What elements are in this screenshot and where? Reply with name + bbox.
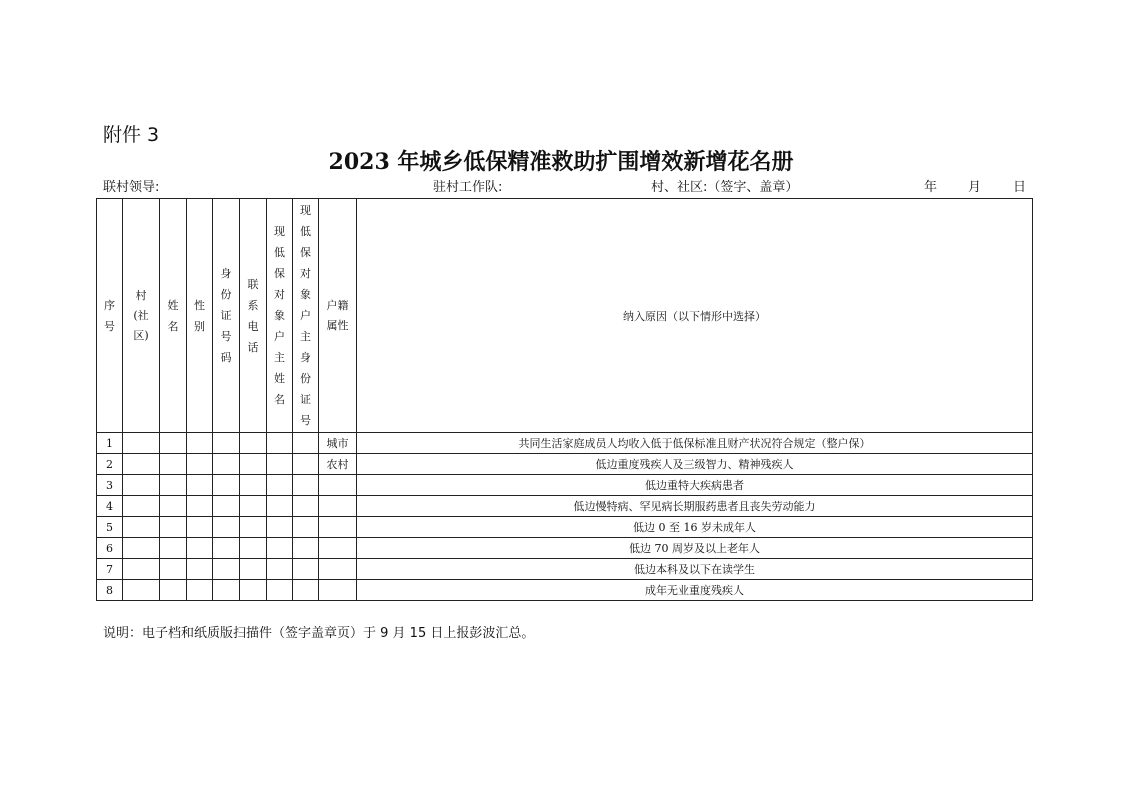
- header-household: 户籍属性: [319, 199, 357, 433]
- row-head-id: [293, 580, 319, 601]
- row-phone: [240, 538, 267, 559]
- row-name: [160, 559, 187, 580]
- row-head-id: [293, 538, 319, 559]
- table-row: [97, 517, 1033, 538]
- row-gender: [187, 433, 213, 454]
- row-seq: 2: [97, 454, 123, 475]
- row-head-id: [293, 496, 319, 517]
- row-head-name: [267, 538, 293, 559]
- row-village: [123, 559, 160, 580]
- row-gender: [187, 559, 213, 580]
- row-household: [319, 559, 357, 580]
- row-reason: 成年无业重度残疾人: [357, 580, 1033, 601]
- row-head-id: [293, 517, 319, 538]
- row-seq: 6: [97, 538, 123, 559]
- row-phone: [240, 454, 267, 475]
- row-village: [123, 475, 160, 496]
- row-village: [123, 454, 160, 475]
- row-reason: 低边 70 周岁及以上老年人: [357, 538, 1033, 559]
- day-label: 日: [1013, 180, 1027, 195]
- table-row: [97, 475, 1033, 496]
- row-name: [160, 580, 187, 601]
- row-gender: [187, 580, 213, 601]
- row-gender: [187, 517, 213, 538]
- work-team-label: 驻村工作队:: [433, 180, 503, 195]
- month-label: 月: [968, 180, 982, 195]
- row-head-id: [293, 559, 319, 580]
- row-head-name: [267, 433, 293, 454]
- table-row: [97, 496, 1033, 517]
- row-gender: [187, 538, 213, 559]
- row-household: [319, 538, 357, 559]
- row-phone: [240, 517, 267, 538]
- row-name: [160, 433, 187, 454]
- header-head-id: 现低保对象户主身份证号: [293, 199, 319, 433]
- table-row: [97, 559, 1033, 580]
- row-head-id: [293, 433, 319, 454]
- row-name: [160, 475, 187, 496]
- row-village: [123, 496, 160, 517]
- row-household: 城市: [319, 433, 357, 454]
- header-reason: 纳入原因（以下情形中选择）: [357, 199, 1033, 433]
- row-reason: 低边慢特病、罕见病长期服药患者且丧失劳动能力: [357, 496, 1033, 517]
- row-head-name: [267, 454, 293, 475]
- row-seq: 8: [97, 580, 123, 601]
- row-seq: 4: [97, 496, 123, 517]
- row-household: [319, 496, 357, 517]
- row-name: [160, 496, 187, 517]
- row-village: [123, 580, 160, 601]
- header-id-number: 身份证号码: [213, 199, 240, 433]
- roster-table: [96, 198, 1033, 601]
- row-seq: 7: [97, 559, 123, 580]
- row-village: [123, 538, 160, 559]
- table-row: [97, 454, 1033, 475]
- row-id-number: [213, 538, 240, 559]
- row-head-name: [267, 475, 293, 496]
- table-row: [97, 433, 1033, 454]
- row-head-name: [267, 580, 293, 601]
- row-id-number: [213, 559, 240, 580]
- table-row: [97, 580, 1033, 601]
- row-phone: [240, 475, 267, 496]
- attachment-label: 附件 3: [103, 124, 160, 146]
- row-phone: [240, 559, 267, 580]
- row-head-id: [293, 475, 319, 496]
- row-seq: 5: [97, 517, 123, 538]
- row-name: [160, 538, 187, 559]
- row-reason: 低边重度残疾人及三级智力、精神残疾人: [357, 454, 1033, 475]
- row-reason: 低边重特大疾病患者: [357, 475, 1033, 496]
- row-id-number: [213, 496, 240, 517]
- row-household: [319, 580, 357, 601]
- leader-label: 联村领导:: [103, 180, 160, 195]
- row-reason: 低边本科及以下在读学生: [357, 559, 1033, 580]
- row-phone: [240, 433, 267, 454]
- row-gender: [187, 454, 213, 475]
- document-title: 2023 年城乡低保精准救助扩围增效新增花名册: [328, 149, 794, 175]
- row-household: 农村: [319, 454, 357, 475]
- row-head-id: [293, 454, 319, 475]
- row-name: [160, 517, 187, 538]
- row-household: [319, 517, 357, 538]
- year-label: 年: [924, 180, 938, 195]
- row-name: [160, 454, 187, 475]
- row-gender: [187, 496, 213, 517]
- row-phone: [240, 496, 267, 517]
- row-id-number: [213, 580, 240, 601]
- row-gender: [187, 475, 213, 496]
- table-row: [97, 538, 1033, 559]
- row-household: [319, 475, 357, 496]
- village-sign-label: 村、社区:（签字、盖章）: [651, 180, 799, 195]
- header-head-name: 现低保对象户主姓名: [267, 199, 293, 433]
- header-phone: 联系电话: [240, 199, 267, 433]
- row-head-name: [267, 496, 293, 517]
- row-village: [123, 517, 160, 538]
- header-gender: 性别: [187, 199, 213, 433]
- row-reason: 共同生活家庭成员人均收入低于低保标准且财产状况符合规定（整户保）: [357, 433, 1033, 454]
- row-id-number: [213, 454, 240, 475]
- footnote: 说明：电子档和纸质版扫描件（签字盖章页）于 9 月 15 日上报彭波汇总。: [103, 626, 535, 641]
- row-seq: 1: [97, 433, 123, 454]
- row-id-number: [213, 475, 240, 496]
- header-name: 姓名: [160, 199, 187, 433]
- header-village: 村(社区): [123, 199, 160, 433]
- row-head-name: [267, 517, 293, 538]
- row-head-name: [267, 559, 293, 580]
- header-row: [97, 199, 1033, 433]
- row-reason: 低边 0 至 16 岁未成年人: [357, 517, 1033, 538]
- row-village: [123, 433, 160, 454]
- row-id-number: [213, 433, 240, 454]
- row-phone: [240, 580, 267, 601]
- row-id-number: [213, 517, 240, 538]
- row-seq: 3: [97, 475, 123, 496]
- header-seq: 序号: [97, 199, 123, 433]
